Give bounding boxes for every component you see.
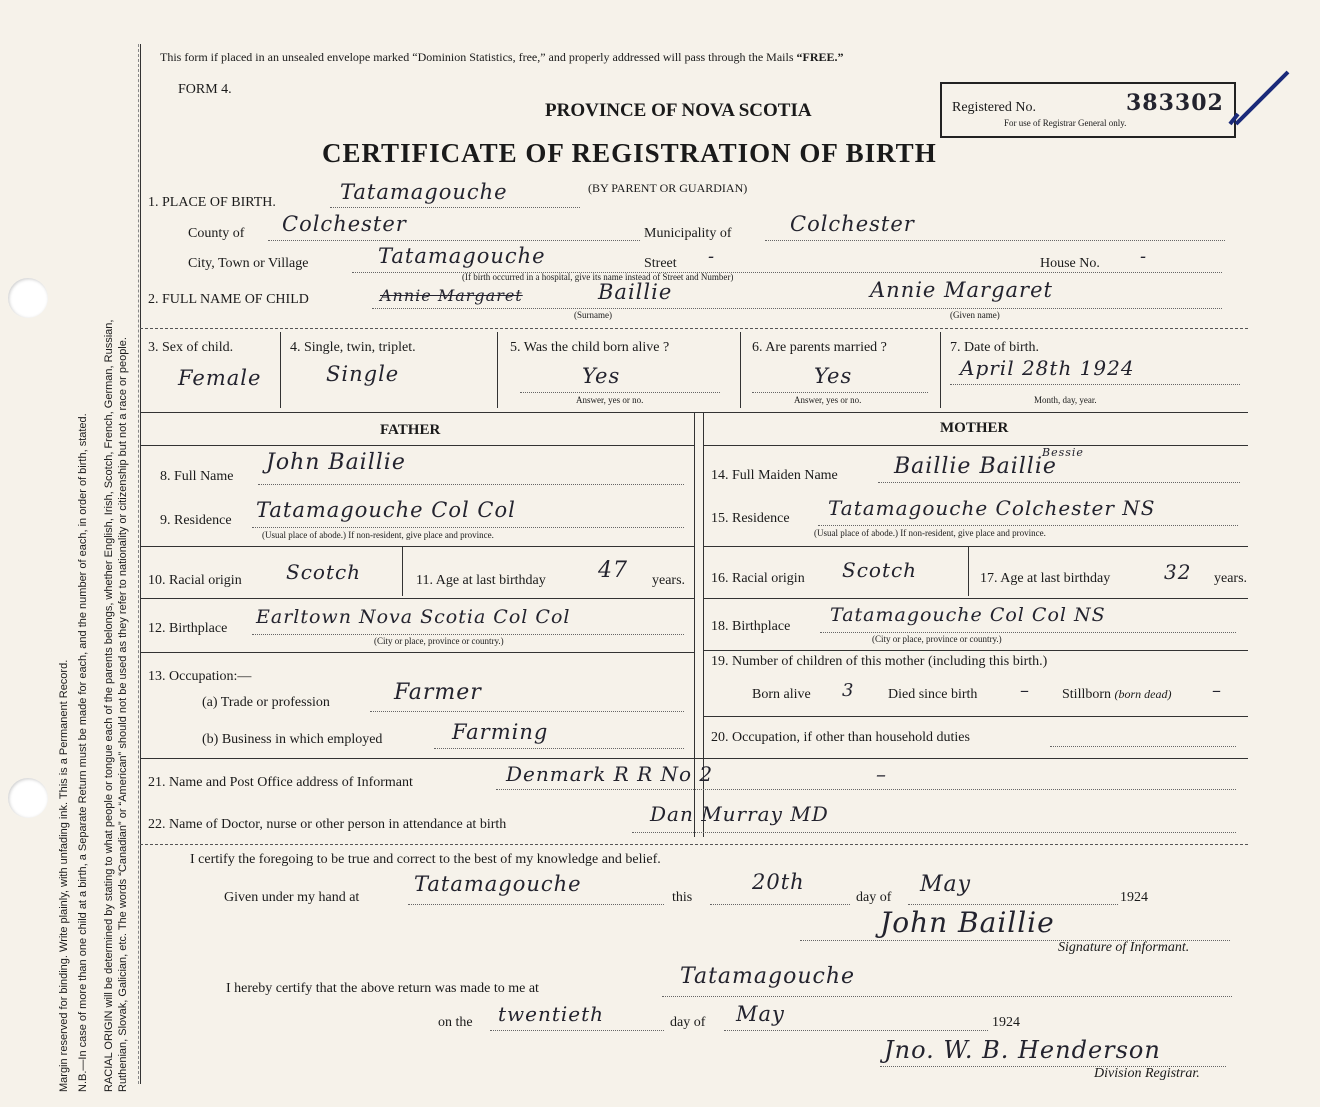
doctor-label: 22. Name of Doctor, nurse or other person in attendance at birth <box>148 817 507 832</box>
mother-age-unit: years. <box>1214 571 1248 586</box>
father-age-label: 11. Age at last birthday <box>416 573 546 588</box>
given-this-label: this <box>672 890 693 905</box>
informant-dash: – <box>876 762 887 786</box>
rule-father-race <box>140 546 694 547</box>
child-surname-struck: Annie Margaret <box>380 286 523 305</box>
given-label: Given under my hand at <box>224 890 360 905</box>
father-name-label: 8. Full Name <box>160 469 234 484</box>
dob-value: April 28th 1924 <box>960 356 1135 380</box>
mother-birthplace-line <box>820 632 1236 633</box>
father-age-unit: years. <box>652 573 686 588</box>
mother-race-label: 16. Racial origin <box>711 571 805 586</box>
registrar-day-line <box>490 1030 664 1031</box>
registrar-day: twentieth <box>498 1002 605 1026</box>
margin-note-racial-origin: RACIAL ORIGIN will be determined by stating to what people or tongue each of the parents belongs, whether English, Irish, Scotch, French, German, Russian, <box>103 319 115 1092</box>
rule-mother-race <box>703 546 1248 547</box>
father-name-value: John Baillie <box>266 450 406 475</box>
informant-line <box>496 789 1236 790</box>
registrar-place: Tatamagouche <box>680 964 856 989</box>
mother-age-value: 32 <box>1164 560 1192 584</box>
informant-label: 21. Name and Post Office address of Informant <box>148 775 413 790</box>
doctor-value: Dan Murray MD <box>650 802 829 826</box>
registered-number: 383302 <box>1126 90 1224 116</box>
father-race-value: Scotch <box>286 560 362 584</box>
given-day: 20th <box>752 870 805 894</box>
city-value: Tatamagouche <box>378 244 546 268</box>
mother-race-div <box>968 546 969 596</box>
doctor-line <box>632 832 1236 833</box>
father-business-value: Farming <box>452 720 549 744</box>
dob-label: 7. Date of birth. <box>950 340 1040 355</box>
rule-mother-occupation <box>703 716 1248 717</box>
registrar-month: May <box>736 1002 785 1026</box>
mother-birthplace-label: 18. Birthplace <box>711 619 791 634</box>
rule-father-birthplace <box>140 598 694 599</box>
house-value: - <box>1140 246 1148 267</box>
father-residence-value: Tatamagouche Col Col <box>256 498 516 522</box>
mother-residence-label: 15. Residence <box>711 511 790 526</box>
dob-line <box>950 384 1240 385</box>
given-year: 1924 <box>1120 890 1148 905</box>
father-business-label: (b) Business in which employed <box>202 732 383 747</box>
died-label: Died since birth <box>888 687 978 702</box>
father-name-line <box>258 484 684 485</box>
child-surname: Baillie <box>598 280 673 304</box>
father-birthplace-value: Earltown Nova Scotia Col Col <box>256 606 571 628</box>
sex-label: 3. Sex of child. <box>148 340 234 355</box>
registered-box <box>940 82 1236 138</box>
registrar-on-label: on the <box>438 1015 473 1030</box>
city-label: City, Town or Village <box>188 256 309 271</box>
row3-div-1 <box>280 332 281 408</box>
father-occupation-label: 13. Occupation:— <box>148 669 252 684</box>
street-value: - <box>708 246 716 267</box>
punch-hole-top <box>8 278 48 318</box>
mother-residence-caption: (Usual place of abode.) If non-resident, give place and province. <box>814 528 1046 538</box>
given-month: May <box>920 872 972 897</box>
plurality-label: 4. Single, twin, triplet. <box>290 340 416 355</box>
mother-residence-line <box>818 525 1238 526</box>
punch-hole-bottom <box>8 778 48 818</box>
father-race-div <box>402 546 403 596</box>
mother-children-label: 19. Number of children of this mother (including this birth.) <box>711 654 1048 669</box>
border-left <box>140 44 141 1084</box>
plurality-value: Single <box>326 362 400 386</box>
informant-signature: John Baillie <box>880 906 1055 939</box>
municipality-label: Municipality of <box>644 226 732 241</box>
born-alive-value: 3 <box>842 680 855 701</box>
rule-mother-birthplace <box>703 598 1248 599</box>
rule-mother-head <box>703 445 1248 446</box>
certificate-title: CERTIFICATE OF REGISTRATION OF BIRTH <box>322 138 937 168</box>
rule-informant-top <box>140 758 1248 759</box>
row3-div-3 <box>740 332 741 408</box>
registrar-year: 1924 <box>992 1015 1020 1030</box>
child-given-name: Annie Margaret <box>870 278 1053 302</box>
street-label: Street <box>644 256 677 271</box>
mother-name-above: Bessie <box>1042 446 1084 459</box>
dob-caption: Month, day, year. <box>1034 395 1097 405</box>
father-birthplace-label: 12. Birthplace <box>148 621 228 636</box>
border-left-inner <box>138 44 139 1084</box>
rule-father-occupation <box>140 652 694 653</box>
father-birthplace-caption: (City or place, province or country.) <box>374 636 504 646</box>
married-label: 6. Are parents married ? <box>752 340 887 355</box>
given-day-line <box>710 904 850 905</box>
father-trade-value: Farmer <box>394 680 482 705</box>
alive-line <box>520 392 720 393</box>
married-caption: Answer, yes or no. <box>794 395 862 405</box>
municipality-value: Colchester <box>790 212 915 236</box>
house-label: House No. <box>1040 256 1100 271</box>
mother-name-value: Baillie Baillie <box>894 454 1057 479</box>
row3-div-4 <box>940 332 941 408</box>
father-trade-label: (a) Trade or profession <box>202 695 330 710</box>
county-line <box>268 240 640 241</box>
father-birthplace-line <box>252 634 684 635</box>
given-place: Tatamagouche <box>414 872 582 896</box>
informant-signature-caption: Signature of Informant. <box>1058 940 1190 955</box>
stillborn-label: Stillborn (born dead) <box>1062 687 1172 702</box>
margin-note-nationality: Ruthenian, Slovak, Galician, etc. The words “Canadian” or “American” should not be used as they refer to nationality or citizenship but not a race or people. <box>117 337 129 1092</box>
father-business-line <box>434 748 684 749</box>
row3-div-2 <box>497 332 498 408</box>
place-of-birth-value: Tatamagouche <box>340 180 508 204</box>
place-of-birth-line <box>330 207 580 208</box>
mother-heading: MOTHER <box>940 420 1009 436</box>
certify-statement: I certify the foregoing to be true and correct to the best of my knowledge and belief. <box>190 852 661 867</box>
province-title: PROVINCE OF NOVA SCOTIA <box>545 100 812 121</box>
mother-name-line <box>878 482 1240 483</box>
mailing-note: This form if placed in an unsealed envelope marked “Dominion Statistics, free,” and properly addressed will pass through the Mails “FREE.” <box>160 50 844 64</box>
mother-race-value: Scotch <box>842 558 918 582</box>
registrar-note: For use of Registrar General only. <box>1004 118 1127 128</box>
place-of-birth-label: 1. PLACE OF BIRTH. <box>148 195 276 210</box>
mother-age-label: 17. Age at last birthday <box>980 571 1111 586</box>
rule-father-head <box>140 445 694 446</box>
registrar-signature: Jno. W. B. Henderson <box>884 1036 1161 1064</box>
father-residence-line <box>252 527 684 528</box>
alive-caption: Answer, yes or no. <box>576 395 644 405</box>
municipality-line <box>765 240 1225 241</box>
registrar-month-line <box>724 1030 988 1031</box>
informant-value: Denmark R R No 2 <box>506 762 714 786</box>
married-value: Yes <box>814 364 853 388</box>
given-name-caption: (Given name) <box>950 310 1000 320</box>
mother-birthplace-caption: (City or place, province or country.) <box>872 634 1002 644</box>
alive-label: 5. Was the child born alive ? <box>510 340 670 355</box>
margin-note-binding: Margin reserved for binding. Write plainly, with unfading ink. This is a Permanent Record. <box>58 659 70 1092</box>
registrar-day-label: day of <box>670 1015 706 1030</box>
father-residence-caption: (Usual place of abode.) If non-resident, give place and province. <box>262 530 494 540</box>
registrar-place-line <box>662 996 1232 997</box>
mother-occupation-label: 20. Occupation, if other than household duties <box>711 730 970 745</box>
given-day-label: day of <box>856 890 892 905</box>
registrar-caption: Division Registrar. <box>1094 1066 1200 1081</box>
rule-certify-top <box>140 844 1248 845</box>
sex-value: Female <box>178 366 262 390</box>
surname-caption: (Surname) <box>574 310 612 320</box>
certificate-subtitle: (BY PARENT OR GUARDIAN) <box>588 181 748 195</box>
father-trade-line <box>370 711 684 712</box>
given-month-line <box>908 904 1118 905</box>
registrar-statement: I hereby certify that the above return was made to me at <box>226 981 539 996</box>
county-value: Colchester <box>282 212 407 236</box>
registrar-check-mark <box>1228 64 1298 128</box>
form-number: FORM 4. <box>178 82 232 97</box>
father-age-value: 47 <box>598 558 628 583</box>
county-label: County of <box>188 226 245 241</box>
father-residence-label: 9. Residence <box>160 513 232 528</box>
rule-row3-top <box>140 328 1248 329</box>
margin-note-separate-return: N.B.—In case of more than one child at a birth, a Separate Return must be made for each, and the number of each, in order of birth, stated. <box>77 413 89 1092</box>
mother-name-label: 14. Full Maiden Name <box>711 468 838 483</box>
born-alive-label: Born alive <box>752 687 811 702</box>
hospital-note: (If birth occurred in a hospital, give its name instead of Street and Number) <box>462 272 734 282</box>
father-heading: FATHER <box>380 422 441 438</box>
alive-value: Yes <box>582 364 621 388</box>
mother-occupation-line <box>1050 746 1236 747</box>
father-race-label: 10. Racial origin <box>148 573 242 588</box>
rule-mother-children <box>703 650 1248 651</box>
registered-label: Registered No. <box>952 100 1036 115</box>
mother-birthplace-value: Tatamagouche Col Col NS <box>830 604 1106 626</box>
given-place-line <box>408 904 664 905</box>
married-line <box>752 392 928 393</box>
died-value: – <box>1020 680 1030 701</box>
stillborn-value: – <box>1212 680 1222 701</box>
child-name-line <box>372 308 1222 309</box>
child-name-label: 2. FULL NAME OF CHILD <box>148 292 309 307</box>
mother-residence-value: Tatamagouche Colchester NS <box>828 496 1156 520</box>
